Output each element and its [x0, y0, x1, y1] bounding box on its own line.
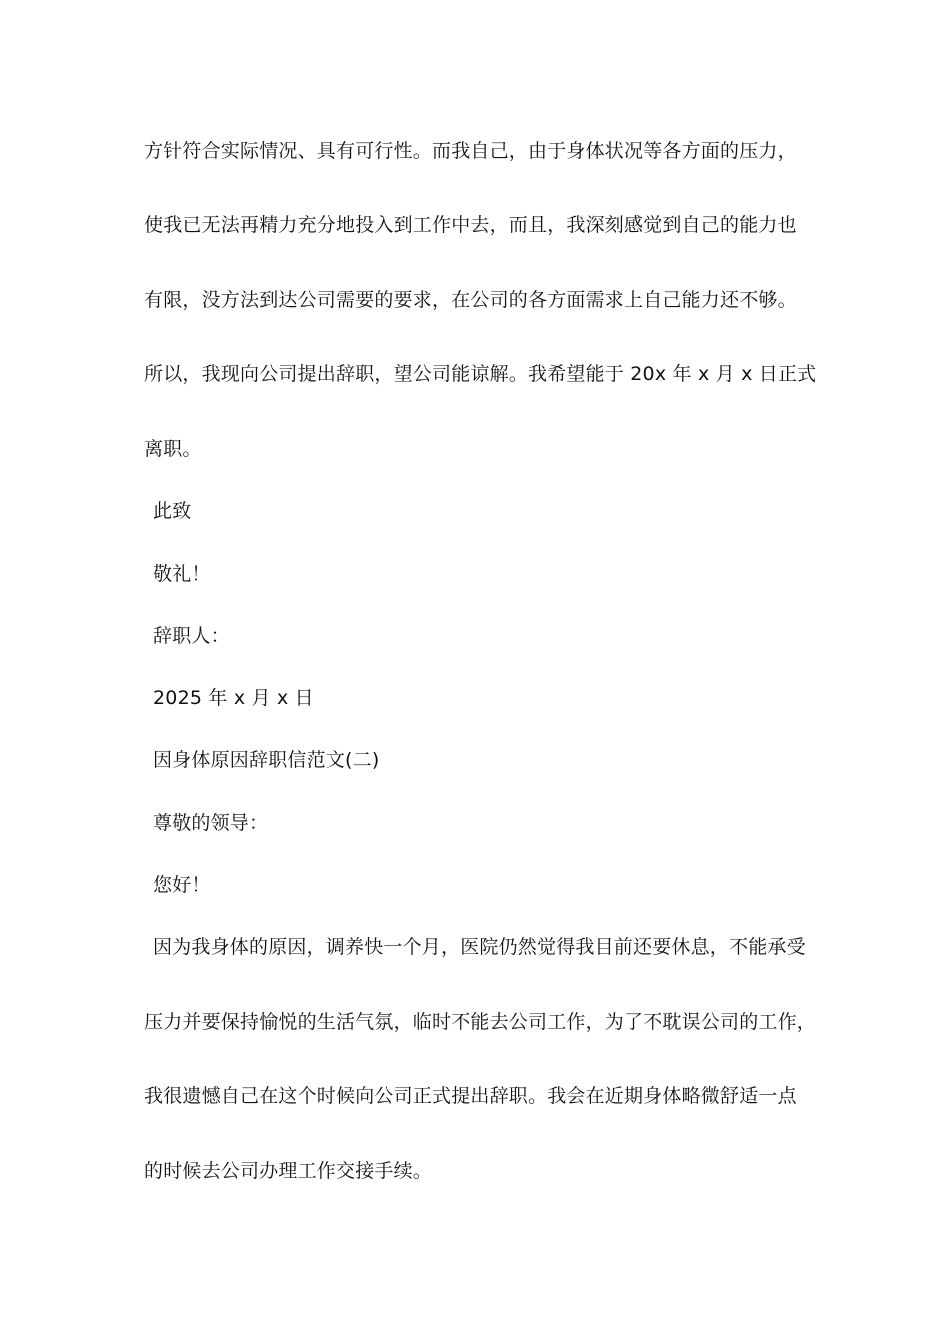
paragraph-line: 离职。 — [144, 438, 202, 460]
paragraph-line: 使我已无法再精力充分地投入到工作中去，而且，我深刻感觉到自己的能力也 — [144, 214, 797, 236]
paragraph-line: 所以，我现向公司提出辞职，望公司能谅解。我希望能于 20x 年 x 月 x 日正式 — [144, 363, 817, 385]
salute-text: 敬礼！ — [153, 563, 211, 585]
hello-text: 您好！ — [153, 874, 211, 896]
paragraph-line: 的时候去公司办理工作交接手续。 — [144, 1160, 433, 1182]
greeting-text: 尊敬的领导： — [153, 812, 269, 834]
signer-label: 辞职人： — [153, 625, 230, 647]
letter-date: 2025 年 x 月 x 日 — [153, 687, 314, 709]
closing-text: 此致 — [153, 500, 192, 522]
section-title: 因身体原因辞职信范文(二) — [153, 749, 380, 771]
paragraph-line: 我很遗憾自己在这个时候向公司正式提出辞职。我会在近期身体略微舒适一点 — [144, 1085, 797, 1107]
paragraph-line: 方针符合实际情况、具有可行性。而我自己，由于身体状况等各方面的压力， — [144, 140, 797, 162]
paragraph-line: 压力并要保持愉悦的生活气氛，临时不能去公司工作，为了不耽误公司的工作， — [144, 1011, 817, 1033]
paragraph-line: 因为我身体的原因，调养快一个月，医院仍然觉得我目前还要休息，不能承受 — [153, 936, 806, 958]
paragraph-line: 有限，没方法到达公司需要的要求，在公司的各方面需求上自己能力还不够。 — [144, 289, 797, 311]
